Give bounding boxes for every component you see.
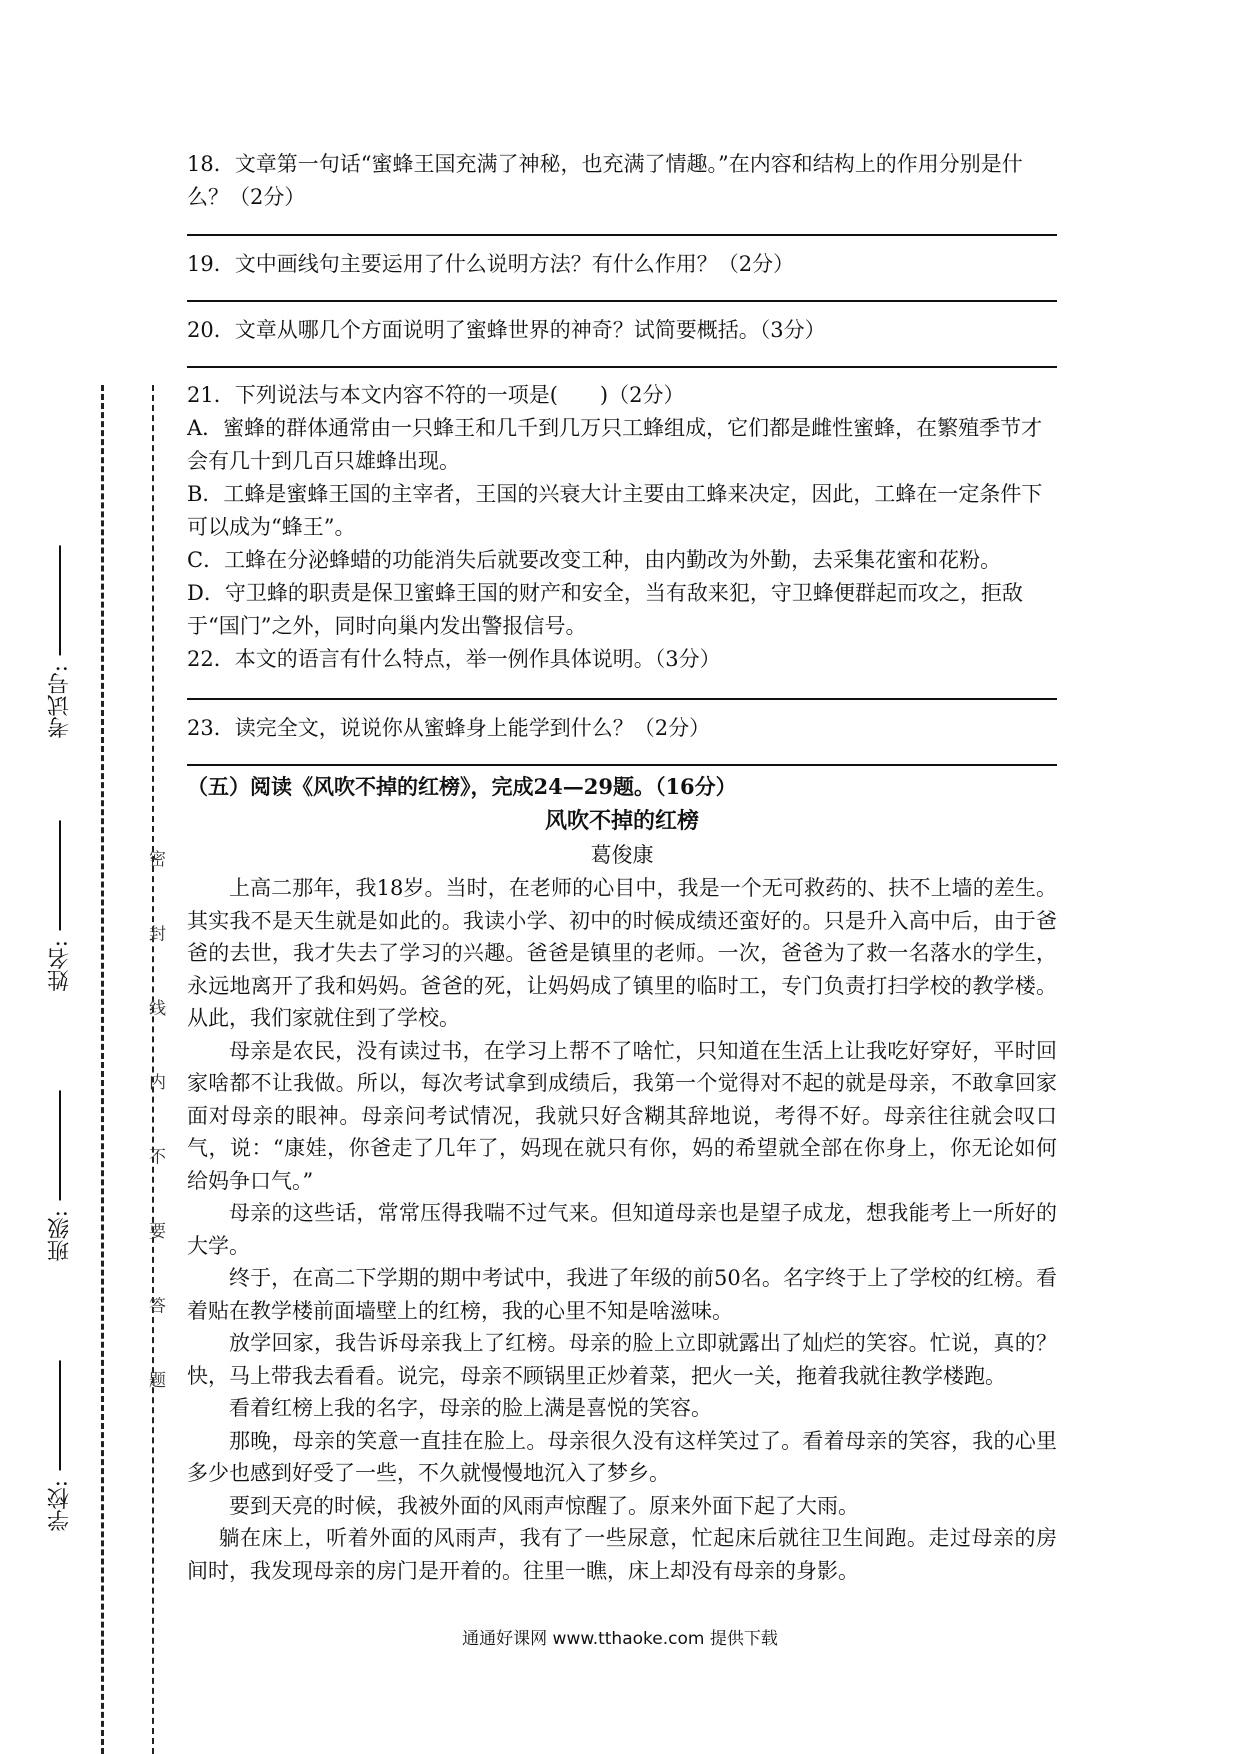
- article-paragraph: 躺在床上，听着外面的风雨声，我有了一些尿意，忙起床后就往卫生间跑。走过母亲的房间时，我发现母亲的房门是开着的。往里一瞧，床上却没有母亲的身影。: [187, 1526, 1057, 1583]
- binding-dashed-line-outer: [101, 385, 104, 1754]
- class-blank: [59, 1090, 61, 1200]
- article-paragraph: 母亲是农民，没有读过书，在学习上帮不了啥忙，只知道在生活上让我吃好穿好，平时回家啥都不让我做。所以，每次考试拿到成绩后，我第一个觉得对不起的就是母亲，不敢拿回家面对母亲的眼神。母亲问考试情况，我就只好含糊其辞地说，考得不好。母亲往往就会叹口气，说：“康娃，你爸走了几年了，妈现在就只有你，妈的希望就全部在你身上，你无论如何给妈争口气。”: [187, 1038, 1057, 1193]
- main-content: [187, 148, 1057, 1587]
- section-5-heading: （五）阅读《风吹不掉的红榜》，完成24—29题。（16分）: [187, 774, 737, 799]
- name-blank: [59, 820, 61, 930]
- article-paragraph: 那晚，母亲的笑意一直挂在脸上。母亲很久没有这样笑过了。看着母亲的笑容，我的心里多少也感到好受了一些，不久就慢慢地沉入了梦乡。: [187, 1428, 1057, 1485]
- class-label: 班级:: [47, 1210, 73, 1262]
- question-23: 23．读完全文，说说你从蜜蜂身上能学到什么？（2分）: [187, 716, 711, 740]
- question-21-option-a: A．蜜蜂的群体通常由一只蜂王和几千到几万只工蜂组成，它们都是雌性蜜蜂，在繁殖季节才会有几十到几百只雄蜂出现。: [187, 416, 1043, 473]
- article-paragraph: 要到天亮的时候，我被外面的风雨声惊醒了。原来外面下起了大雨。: [229, 1493, 859, 1518]
- school-blank: [59, 1360, 61, 1470]
- question-20: 20．文章从哪几个方面说明了蜜蜂世界的神奇？试简要概括。（3分）: [187, 318, 826, 342]
- name-field: [40, 820, 80, 991]
- name-label: 姓名:: [47, 940, 73, 992]
- question-21-option-b: B．工蜂是蜜蜂王国的主宰者，王国的兴衰大计主要由工蜂来决定，因此，工蜂在一定条件下可以成为“蜂王”。: [187, 482, 1043, 539]
- exam-number-field: [40, 545, 80, 738]
- article-paragraph: 母亲的这些话，常常压得我喘不过气来。但知道母亲也是望子成龙，想我能考上一所好的大学。: [187, 1201, 1057, 1258]
- question-21: 21．下列说法与本文内容不符的一项是( )（2分）: [187, 383, 685, 407]
- article-paragraph: 终于，在高二下学期的期中考试中，我进了年级的前50名。名字终于上了学校的红榜。看着贴在教学楼前面墙壁上的红榜，我的心里不知是啥滋味。: [187, 1266, 1057, 1323]
- question-21-option-c: C．工蜂在分泌蜂蜡的功能消失后就要改变工种，由内勤改为外勤，去采集花蜜和花粉。: [187, 548, 1002, 572]
- question-21-option-d: D．守卫蜂的职责是保卫蜜蜂王国的财产和安全，当有敌来犯，守卫蜂便群起而攻之，拒敌于“国门”之外，同时向巢内发出警报信号。: [187, 581, 1023, 638]
- school-field: [40, 1360, 80, 1531]
- article-title: 风吹不掉的红榜: [544, 808, 699, 834]
- page-footer: 通通好课网 www.tthaoke.com 提供下载: [462, 1629, 778, 1649]
- seal-line-text: 密 封 线 内 不 要 答 题: [145, 850, 165, 1414]
- article-author: 葛俊康: [590, 843, 654, 867]
- school-label: 学校:: [47, 1480, 73, 1532]
- exam-number-blank: [59, 545, 61, 655]
- class-field: [40, 1090, 80, 1261]
- exam-number-label: 考试号:: [47, 665, 73, 739]
- question-18: 18．文章第一句话“蜜蜂王国充满了神秘，也充满了情趣。”在内容和结构上的作用分别是什么？（2分）: [187, 152, 1023, 209]
- article-paragraph: 上高二那年，我18岁。当时，在老师的心目中，我是一个无可救药的、扶不上墙的差生。其实我不是天生就是如此的。我读小学、初中的时候成绩还蛮好的。只是升入高中后，由于爸爸的去世，我才失去了学习的兴趣。爸爸是镇里的老师。一次，爸爸为了救一名落水的学生，永远地离开了我和妈妈。爸爸的死，让妈妈成了镇里的临时工，专门负责打扫学校的教学楼。从此，我们家就住到了学校。: [187, 876, 1057, 1030]
- article-paragraph: 看着红榜上我的名字，母亲的脸上满是喜悦的笑容。: [229, 1396, 712, 1420]
- question-19: 19．文中画线句主要运用了什么说明方法？有什么作用？（2分）: [187, 252, 795, 276]
- question-22: 22．本文的语言有什么特点，举一例作具体说明。（3分）: [187, 647, 721, 671]
- article-paragraph: 放学回家，我告诉母亲我上了红榜。母亲的脸上立即就露出了灿烂的笑容。忙说，真的？快，马上带我去看看。说完，母亲不顾锅里正炒着菜，把火一关，拖着我就往教学楼跑。: [187, 1331, 1057, 1388]
